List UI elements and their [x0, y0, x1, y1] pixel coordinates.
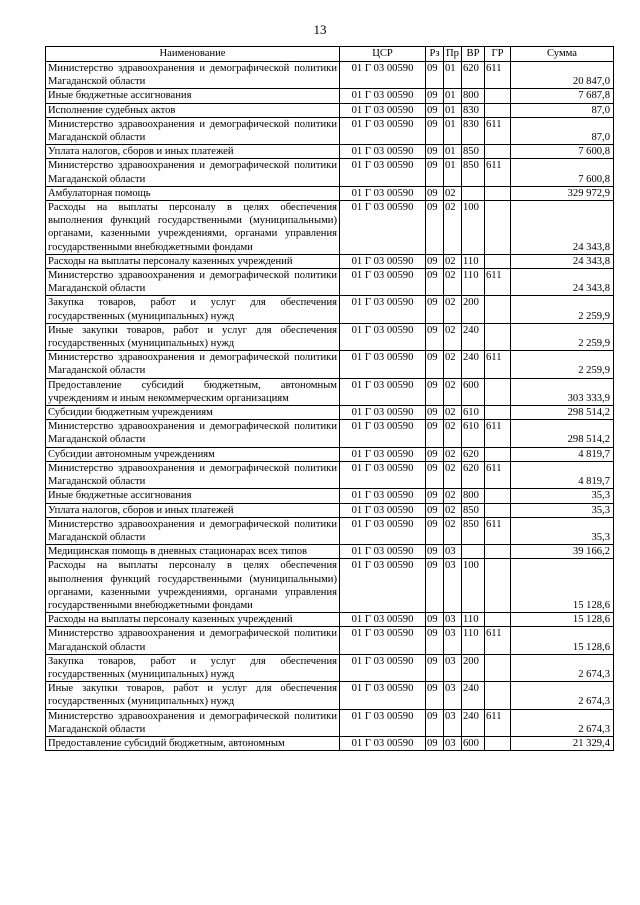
table-row	[46, 654, 614, 681]
cell-gr	[485, 503, 511, 517]
table-row	[46, 117, 614, 144]
cell-csr: 01 Г 03 00590	[340, 89, 426, 103]
cell-sum: 87,0	[511, 103, 614, 117]
cell-sum: 303 333,9	[511, 378, 614, 405]
cell-gr	[485, 103, 511, 117]
table-row	[46, 323, 614, 350]
cell-csr: 01 Г 03 00590	[340, 517, 426, 544]
table-row	[46, 145, 614, 159]
cell-sum: 15 128,6	[511, 613, 614, 627]
cell-sum: 21 329,4	[511, 736, 614, 750]
cell-csr: 01 Г 03 00590	[340, 736, 426, 750]
cell-gr	[485, 201, 511, 255]
cell-rz: 09	[426, 736, 444, 750]
page-number: 13	[313, 22, 327, 37]
cell-csr: 01 Г 03 00590	[340, 627, 426, 654]
cell-gr: 611	[485, 461, 511, 488]
column-header-csr: ЦСР	[340, 47, 426, 62]
cell-rz: 09	[426, 254, 444, 268]
cell-pr: 02	[444, 406, 462, 420]
cell-vr: 600	[462, 736, 485, 750]
cell-name: Расходы на выплаты персоналу казенных учреждений	[46, 254, 340, 268]
table-row	[46, 254, 614, 268]
cell-rz: 09	[426, 186, 444, 200]
cell-sum: 2 259,9	[511, 296, 614, 323]
cell-rz: 09	[426, 503, 444, 517]
cell-sum: 24 343,8	[511, 254, 614, 268]
cell-gr: 611	[485, 159, 511, 186]
cell-csr: 01 Г 03 00590	[340, 323, 426, 350]
cell-gr	[485, 447, 511, 461]
table-row	[46, 201, 614, 255]
cell-vr: 800	[462, 489, 485, 503]
cell-sum: 2 259,9	[511, 351, 614, 378]
cell-rz: 09	[426, 201, 444, 255]
cell-vr: 830	[462, 117, 485, 144]
cell-csr: 01 Г 03 00590	[340, 103, 426, 117]
cell-name: Амбулаторная помощь	[46, 186, 340, 200]
table-row	[46, 613, 614, 627]
cell-sum: 35,3	[511, 489, 614, 503]
cell-csr: 01 Г 03 00590	[340, 461, 426, 488]
cell-rz: 09	[426, 559, 444, 613]
cell-pr: 02	[444, 447, 462, 461]
cell-name: Иные закупки товаров, работ и услуг для обеспечения государственных (муниципальных) нужд	[46, 682, 340, 709]
cell-vr: 240	[462, 351, 485, 378]
column-header-name: Наименование	[46, 47, 340, 62]
cell-csr: 01 Г 03 00590	[340, 489, 426, 503]
cell-gr	[485, 489, 511, 503]
cell-csr: 01 Г 03 00590	[340, 269, 426, 296]
table-row	[46, 517, 614, 544]
cell-name: Министерство здравоохранения и демографической политики Магаданской области	[46, 627, 340, 654]
table-row	[46, 296, 614, 323]
cell-rz: 09	[426, 709, 444, 736]
cell-pr: 02	[444, 186, 462, 200]
cell-sum: 4 819,7	[511, 447, 614, 461]
cell-vr: 610	[462, 406, 485, 420]
table-row	[46, 736, 614, 750]
cell-sum: 329 972,9	[511, 186, 614, 200]
cell-name: Уплата налогов, сборов и иных платежей	[46, 145, 340, 159]
cell-sum: 7 687,8	[511, 89, 614, 103]
cell-gr	[485, 186, 511, 200]
cell-pr: 03	[444, 613, 462, 627]
cell-rz: 09	[426, 103, 444, 117]
cell-pr: 01	[444, 89, 462, 103]
cell-csr: 01 Г 03 00590	[340, 503, 426, 517]
cell-rz: 09	[426, 654, 444, 681]
cell-rz: 09	[426, 420, 444, 447]
table-row	[46, 269, 614, 296]
cell-rz: 09	[426, 269, 444, 296]
cell-vr: 110	[462, 254, 485, 268]
cell-csr: 01 Г 03 00590	[340, 351, 426, 378]
cell-sum: 24 343,8	[511, 201, 614, 255]
table-body	[46, 62, 614, 751]
cell-gr	[485, 559, 511, 613]
cell-pr: 02	[444, 378, 462, 405]
cell-rz: 09	[426, 89, 444, 103]
table-header-row	[46, 47, 614, 62]
cell-name: Исполнение судебных актов	[46, 103, 340, 117]
cell-pr: 03	[444, 627, 462, 654]
cell-sum: 15 128,6	[511, 627, 614, 654]
cell-sum: 2 674,3	[511, 682, 614, 709]
cell-name: Министерство здравоохранения и демографической политики Магаданской области	[46, 269, 340, 296]
cell-gr	[485, 254, 511, 268]
cell-gr: 611	[485, 709, 511, 736]
cell-rz: 09	[426, 406, 444, 420]
cell-name: Министерство здравоохранения и демографической политики Магаданской области	[46, 62, 340, 89]
cell-name: Министерство здравоохранения и демографической политики Магаданской области	[46, 159, 340, 186]
table-row	[46, 489, 614, 503]
cell-vr: 100	[462, 559, 485, 613]
cell-gr: 611	[485, 351, 511, 378]
cell-vr: 850	[462, 503, 485, 517]
cell-pr: 02	[444, 269, 462, 296]
cell-rz: 09	[426, 159, 444, 186]
cell-gr	[485, 654, 511, 681]
cell-csr: 01 Г 03 00590	[340, 117, 426, 144]
cell-rz: 09	[426, 627, 444, 654]
table-row	[46, 682, 614, 709]
cell-vr: 600	[462, 378, 485, 405]
cell-pr: 02	[444, 517, 462, 544]
cell-sum: 298 514,2	[511, 420, 614, 447]
table-row	[46, 627, 614, 654]
cell-pr: 03	[444, 654, 462, 681]
table-row	[46, 62, 614, 89]
cell-rz: 09	[426, 682, 444, 709]
table-row	[46, 420, 614, 447]
cell-vr: 100	[462, 201, 485, 255]
cell-name: Закупка товаров, работ и услуг для обеспечения государственных (муниципальных) нужд	[46, 654, 340, 681]
cell-vr	[462, 186, 485, 200]
cell-csr: 01 Г 03 00590	[340, 296, 426, 323]
cell-vr: 610	[462, 420, 485, 447]
cell-name: Министерство здравоохранения и демографической политики Магаданской области	[46, 461, 340, 488]
cell-rz: 09	[426, 62, 444, 89]
cell-name: Иные бюджетные ассигнования	[46, 89, 340, 103]
cell-sum: 35,3	[511, 503, 614, 517]
cell-name: Предоставление субсидий бюджетным, автономным	[46, 736, 340, 750]
cell-pr: 01	[444, 159, 462, 186]
cell-name: Иные бюджетные ассигнования	[46, 489, 340, 503]
table-row	[46, 447, 614, 461]
cell-csr: 01 Г 03 00590	[340, 447, 426, 461]
cell-csr: 01 Г 03 00590	[340, 420, 426, 447]
column-header-sum: Сумма	[511, 47, 614, 62]
cell-csr: 01 Г 03 00590	[340, 378, 426, 405]
cell-sum: 87,0	[511, 117, 614, 144]
table-row	[46, 503, 614, 517]
cell-vr: 240	[462, 323, 485, 350]
cell-name: Субсидии автономным учреждениям	[46, 447, 340, 461]
cell-rz: 09	[426, 613, 444, 627]
cell-name: Предоставление субсидий бюджетным, автономным учреждениям и иным некоммерческим организациям	[46, 378, 340, 405]
cell-pr: 02	[444, 461, 462, 488]
cell-pr: 02	[444, 503, 462, 517]
cell-pr: 01	[444, 103, 462, 117]
table-row	[46, 461, 614, 488]
cell-csr: 01 Г 03 00590	[340, 159, 426, 186]
cell-name: Расходы на выплаты персоналу казенных учреждений	[46, 613, 340, 627]
cell-csr: 01 Г 03 00590	[340, 559, 426, 613]
table-row	[46, 406, 614, 420]
cell-vr	[462, 545, 485, 559]
cell-csr: 01 Г 03 00590	[340, 654, 426, 681]
cell-rz: 09	[426, 351, 444, 378]
cell-csr: 01 Г 03 00590	[340, 62, 426, 89]
cell-sum: 2 259,9	[511, 323, 614, 350]
cell-pr: 03	[444, 559, 462, 613]
table-row	[46, 545, 614, 559]
cell-vr: 240	[462, 709, 485, 736]
cell-rz: 09	[426, 489, 444, 503]
cell-sum: 4 819,7	[511, 461, 614, 488]
cell-csr: 01 Г 03 00590	[340, 145, 426, 159]
cell-pr: 01	[444, 62, 462, 89]
cell-csr: 01 Г 03 00590	[340, 201, 426, 255]
cell-rz: 09	[426, 378, 444, 405]
cell-gr: 611	[485, 269, 511, 296]
column-header-vr: ВР	[462, 47, 485, 62]
cell-rz: 09	[426, 323, 444, 350]
cell-gr: 611	[485, 627, 511, 654]
table-row	[46, 351, 614, 378]
cell-sum: 2 674,3	[511, 709, 614, 736]
table-row	[46, 159, 614, 186]
cell-name: Министерство здравоохранения и демографической политики Магаданской области	[46, 709, 340, 736]
table-row	[46, 103, 614, 117]
cell-sum: 7 600,8	[511, 145, 614, 159]
cell-sum: 2 674,3	[511, 654, 614, 681]
cell-name: Уплата налогов, сборов и иных платежей	[46, 503, 340, 517]
cell-sum: 24 343,8	[511, 269, 614, 296]
cell-gr	[485, 736, 511, 750]
cell-sum: 298 514,2	[511, 406, 614, 420]
cell-sum: 39 166,2	[511, 545, 614, 559]
cell-vr: 620	[462, 461, 485, 488]
cell-name: Субсидии бюджетным учреждениям	[46, 406, 340, 420]
cell-rz: 09	[426, 145, 444, 159]
cell-pr: 02	[444, 296, 462, 323]
cell-gr	[485, 296, 511, 323]
cell-pr: 03	[444, 682, 462, 709]
cell-vr: 850	[462, 159, 485, 186]
cell-gr: 611	[485, 420, 511, 447]
budget-table	[45, 46, 614, 751]
cell-vr: 830	[462, 103, 485, 117]
cell-csr: 01 Г 03 00590	[340, 682, 426, 709]
cell-rz: 09	[426, 447, 444, 461]
cell-name: Министерство здравоохранения и демографической политики Магаданской области	[46, 117, 340, 144]
cell-pr: 02	[444, 201, 462, 255]
cell-csr: 01 Г 03 00590	[340, 406, 426, 420]
cell-pr: 03	[444, 736, 462, 750]
cell-csr: 01 Г 03 00590	[340, 545, 426, 559]
cell-name: Расходы на выплаты персоналу в целях обеспечения выполнения функций государственными (муниципальными) органами, казенными учреждениями, органами управления государственными внебюджетными фондами	[46, 201, 340, 255]
table-row	[46, 709, 614, 736]
cell-vr: 240	[462, 682, 485, 709]
cell-name: Иные закупки товаров, работ и услуг для обеспечения государственных (муниципальных) нужд	[46, 323, 340, 350]
cell-gr	[485, 89, 511, 103]
cell-pr: 03	[444, 709, 462, 736]
cell-rz: 09	[426, 461, 444, 488]
cell-name: Министерство здравоохранения и демографической политики Магаданской области	[46, 517, 340, 544]
table-row	[46, 378, 614, 405]
cell-vr: 200	[462, 296, 485, 323]
cell-name: Расходы на выплаты персоналу в целях обеспечения выполнения функций государственными (муниципальными) органами, казенными учреждениями, органами управления государственными внебюджетными фондами	[46, 559, 340, 613]
cell-vr: 110	[462, 627, 485, 654]
cell-name: Закупка товаров, работ и услуг для обеспечения государственных (муниципальных) нужд	[46, 296, 340, 323]
cell-vr: 620	[462, 62, 485, 89]
cell-csr: 01 Г 03 00590	[340, 254, 426, 268]
cell-name: Министерство здравоохранения и демографической политики Магаданской области	[46, 420, 340, 447]
cell-vr: 620	[462, 447, 485, 461]
column-header-gr: ГР	[485, 47, 511, 62]
cell-pr: 02	[444, 351, 462, 378]
cell-vr: 850	[462, 145, 485, 159]
cell-vr: 850	[462, 517, 485, 544]
cell-vr: 110	[462, 613, 485, 627]
cell-gr: 611	[485, 117, 511, 144]
cell-gr	[485, 682, 511, 709]
cell-gr: 611	[485, 62, 511, 89]
cell-pr: 02	[444, 420, 462, 447]
cell-rz: 09	[426, 545, 444, 559]
cell-gr	[485, 406, 511, 420]
cell-sum: 15 128,6	[511, 559, 614, 613]
cell-sum: 35,3	[511, 517, 614, 544]
column-header-pr: Пр	[444, 47, 462, 62]
cell-pr: 02	[444, 254, 462, 268]
table-row	[46, 559, 614, 613]
cell-rz: 09	[426, 517, 444, 544]
cell-name: Министерство здравоохранения и демографической политики Магаданской области	[46, 351, 340, 378]
cell-csr: 01 Г 03 00590	[340, 186, 426, 200]
cell-gr	[485, 545, 511, 559]
cell-gr	[485, 378, 511, 405]
cell-vr: 200	[462, 654, 485, 681]
cell-pr: 01	[444, 117, 462, 144]
cell-rz: 09	[426, 296, 444, 323]
cell-gr: 611	[485, 517, 511, 544]
cell-sum: 20 847,0	[511, 62, 614, 89]
cell-csr: 01 Г 03 00590	[340, 709, 426, 736]
cell-sum: 7 600,8	[511, 159, 614, 186]
table-row	[46, 89, 614, 103]
cell-pr: 02	[444, 489, 462, 503]
cell-rz: 09	[426, 117, 444, 144]
column-header-rz: Рз	[426, 47, 444, 62]
cell-gr	[485, 323, 511, 350]
cell-gr	[485, 145, 511, 159]
cell-csr: 01 Г 03 00590	[340, 613, 426, 627]
cell-name: Медицинская помощь в дневных стационарах всех типов	[46, 545, 340, 559]
cell-pr: 02	[444, 323, 462, 350]
table-row	[46, 186, 614, 200]
cell-vr: 800	[462, 89, 485, 103]
cell-pr: 01	[444, 145, 462, 159]
cell-vr: 110	[462, 269, 485, 296]
cell-pr: 03	[444, 545, 462, 559]
cell-gr	[485, 613, 511, 627]
